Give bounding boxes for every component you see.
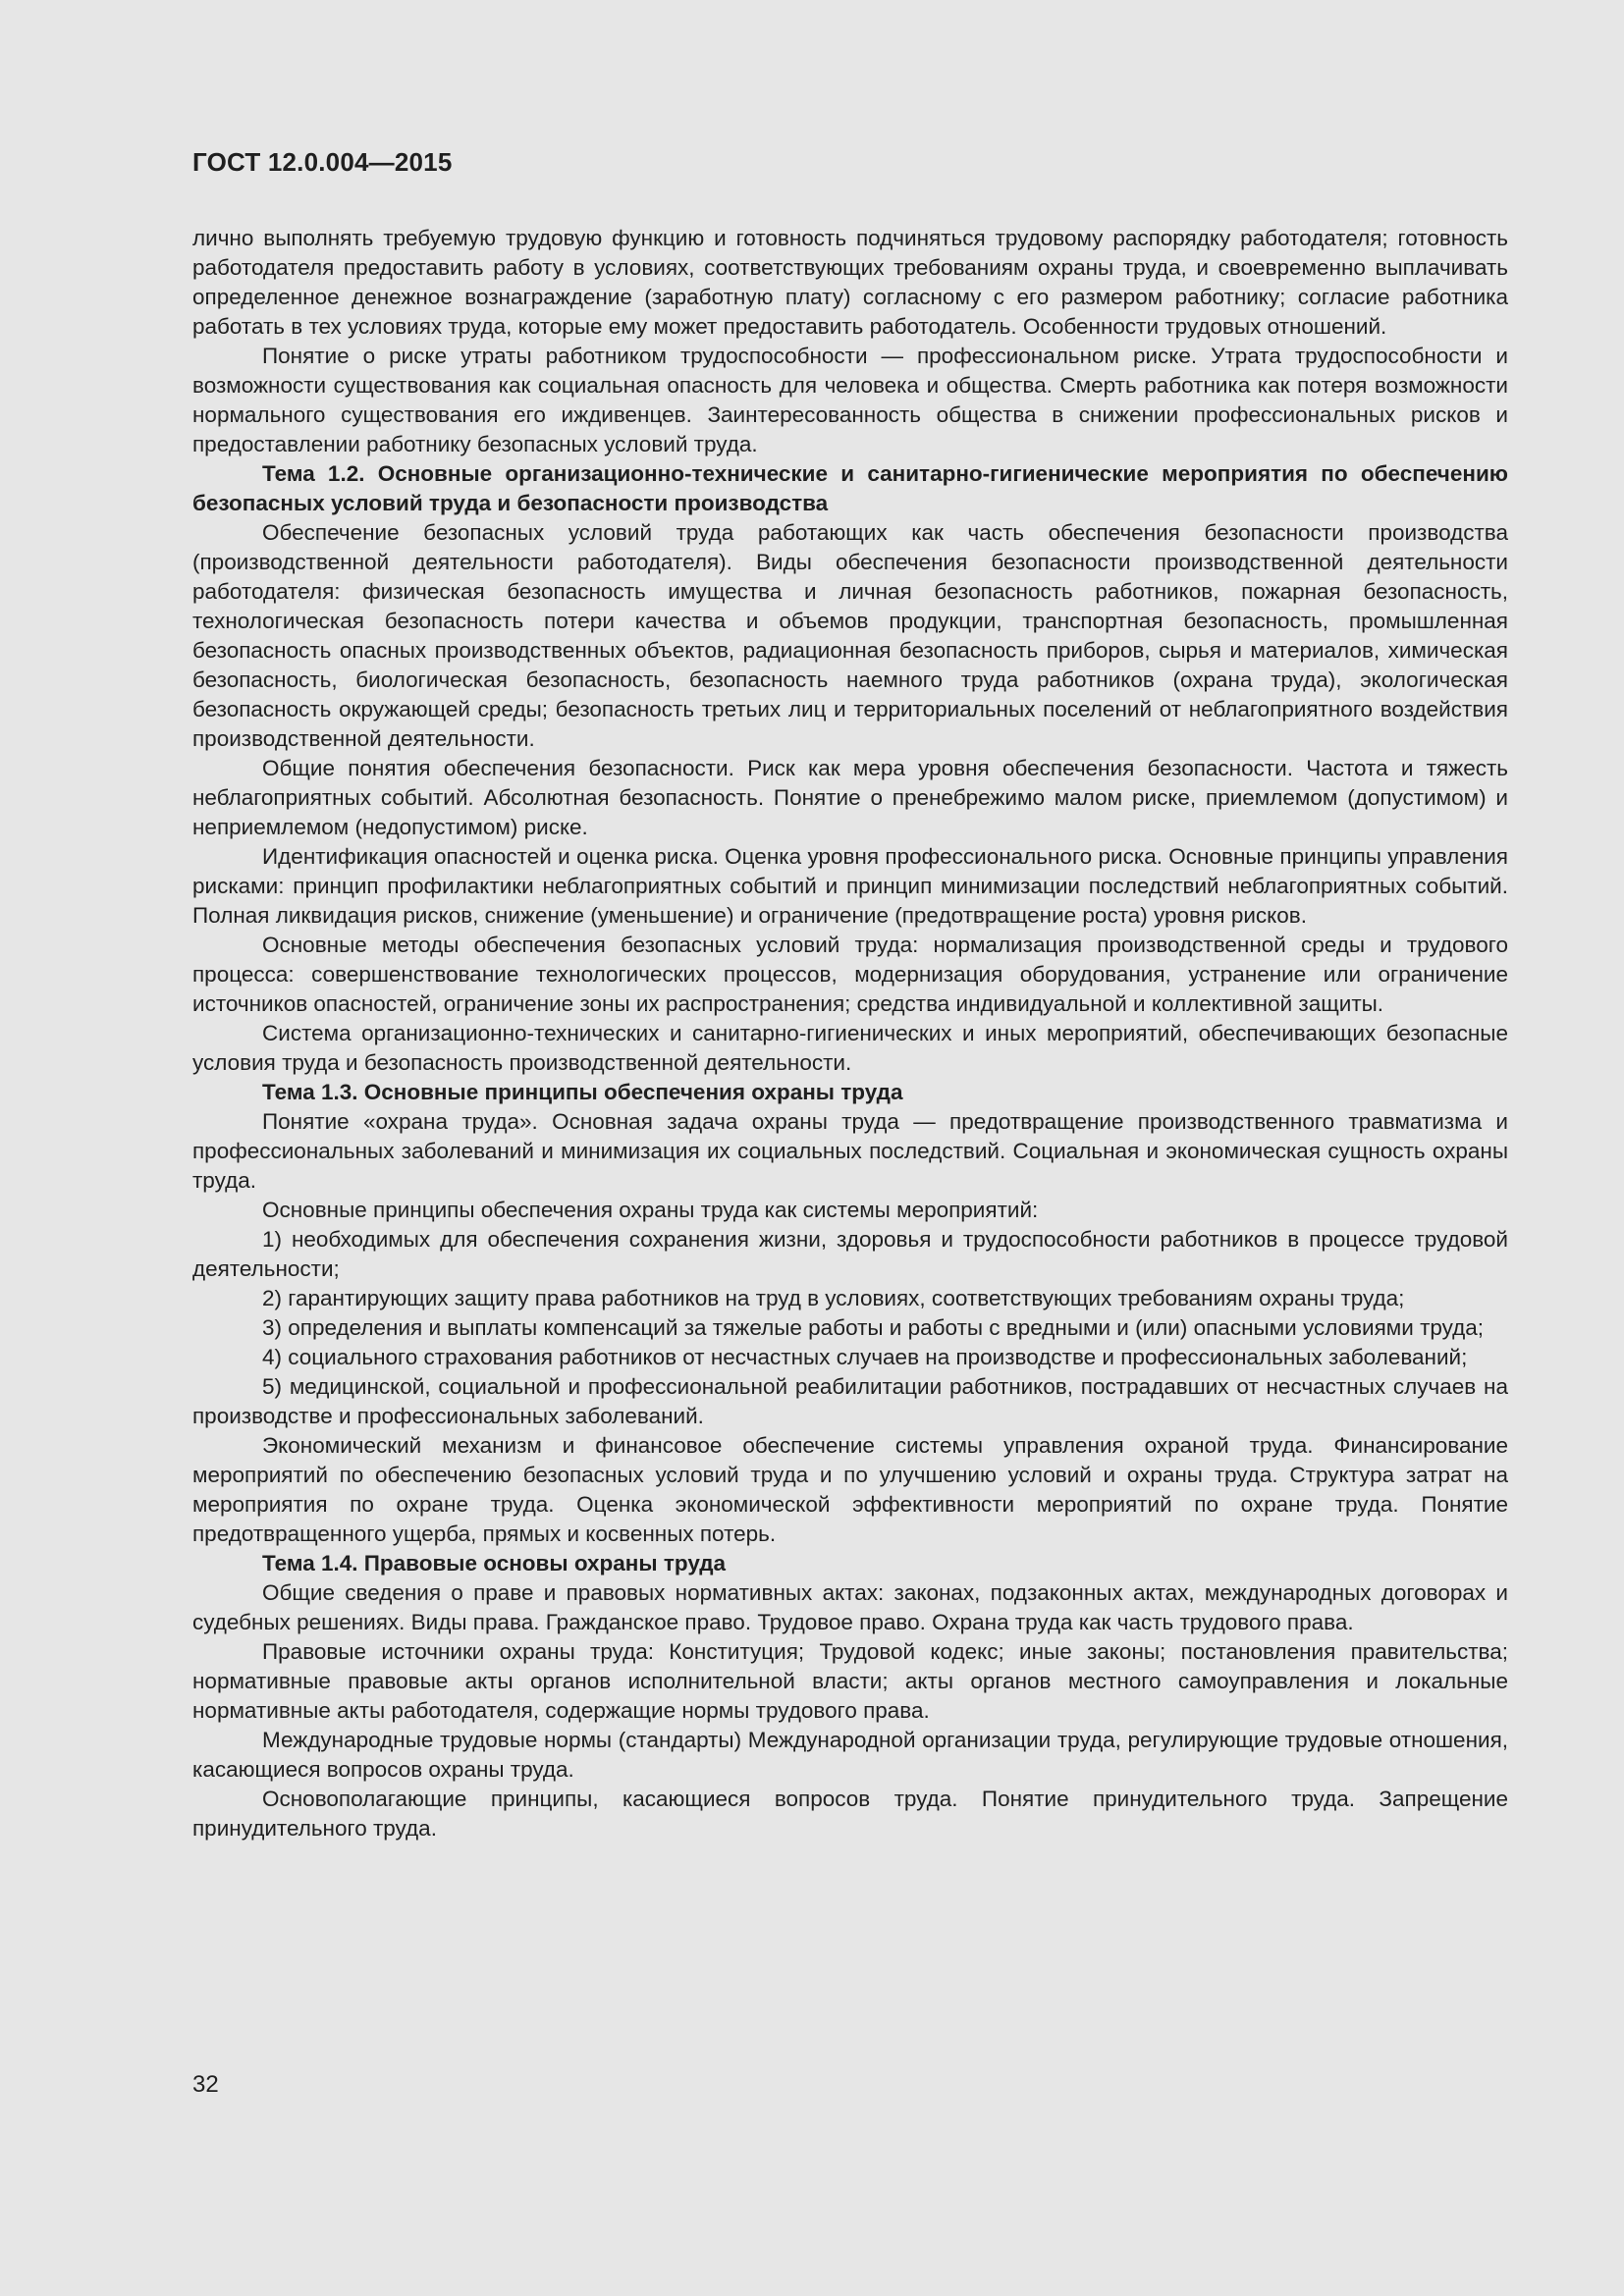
paragraph: Обеспечение безопасных условий труда работающих как часть обеспечения безопасности производства (производственной деятельности работодателя). Виды обеспечения безопасности производственной деятельности работодателя: физическая безопасность имущества и личная безопасность работников, пожарная безопасность, технологическая безопасность потери качества и объемов продукции, транспортная безопасность, промышленная безопасность опасных производственных объектов, радиационная безопасность приборов, сырья и материалов, химическая безопасность, биологическая безопасность, безопасность наемного труда работников (охрана труда), экологическая безопасность окружающей среды; безопасность третьих лиц и территориальных поселений от неблагоприятного воздействия производственной деятельности. bbox=[192, 520, 1508, 751]
list-item: 5) медицинской, социальной и профессиональной реабилитации работников, пострадавших от несчастных случаев на производстве и профессиональных заболеваний. bbox=[192, 1374, 1508, 1428]
paragraph-continuation: лично выполнять требуемую трудовую функцию и готовность подчиняться трудовому распорядку работодателя; готовность работодателя предоставить работу в условиях, соответствующих требованиям охраны труда, и своевременно выплачивать определенное денежное вознаграждение (заработную плату) согласному с его размером работнику; согласие работника работать в тех условиях труда, которые ему может предоставить работодатель. Особенности трудовых отношений. bbox=[192, 226, 1508, 339]
list-item: 3) определения и выплаты компенсаций за тяжелые работы и работы с вредными и (или) опасными условиями труда; bbox=[262, 1315, 1485, 1340]
list-item: 4) социального страхования работников от несчастных случаев на производстве и профессиональных заболеваний; bbox=[262, 1345, 1468, 1369]
paragraph: Общие сведения о праве и правовых нормативных актах: законах, подзаконных актах, международных договорах и судебных решениях. Виды права. Гражданское право. Трудовое право. Охрана труда как часть трудового права. bbox=[192, 1580, 1508, 1634]
paragraph: Правовые источники охраны труда: Конституция; Трудовой кодекс; иные законы; постановления правительства; нормативные правовые акты органов исполнительной власти; акты органов местного самоуправления и локальные нормативные акты работодателя, содержащие нормы трудового права. bbox=[192, 1639, 1508, 1723]
paragraph: Система организационно-технических и санитарно-гигиенических и иных мероприятий, обеспечивающих безопасные условия труда и безопасность производственной деятельности. bbox=[192, 1021, 1508, 1075]
page-number: 32 bbox=[192, 2071, 219, 2098]
section-heading-1-2: Тема 1.2. Основные организационно-технические и санитарно-гигиенические мероприятия по обеспечению безопасных условий труда и безопасности производства bbox=[192, 461, 1508, 515]
document-body bbox=[192, 224, 1508, 1843]
list-item: 1) необходимых для обеспечения сохранения жизни, здоровья и трудоспособности работников в процессе трудовой деятельности; bbox=[192, 1227, 1508, 1281]
standard-header: ГОСТ 12.0.004—2015 bbox=[192, 147, 453, 177]
list-item: 2) гарантирующих защиту права работников на труд в условиях, соответствующих требованиям охраны труда; bbox=[262, 1286, 1405, 1310]
paragraph: Экономический механизм и финансовое обеспечение системы управления охраной труда. Финансирование мероприятий по обеспечению безопасных условий труда и по улучшению условий и охраны труда. Структура затрат на мероприятия по охране труда. Оценка экономической эффективности мероприятий по охране труда. Понятие предотвращенного ущерба, прямых и косвенных потерь. bbox=[192, 1433, 1508, 1546]
section-heading-1-3: Тема 1.3. Основные принципы обеспечения охраны труда bbox=[262, 1080, 903, 1104]
paragraph: Основополагающие принципы, касающиеся вопросов труда. Понятие принудительного труда. Запрещение принудительного труда. bbox=[192, 1787, 1508, 1841]
paragraph: Понятие «охрана труда». Основная задача охраны труда — предотвращение производственного травматизма и профессиональных заболеваний и минимизация их социальных последствий. Социальная и экономическая сущность охраны труда. bbox=[192, 1109, 1508, 1193]
paragraph: Основные методы обеспечения безопасных условий труда: нормализация производственной среды и трудового процесса: совершенствование технологических процессов, модернизация оборудования, устранение или ограничение источников опасностей, ограничение зоны их распространения; средства индивидуальной и коллективной защиты. bbox=[192, 933, 1508, 1016]
paragraph: Общие понятия обеспечения безопасности. Риск как мера уровня обеспечения безопасности. Частота и тяжесть неблагоприятных событий. Абсолютная безопасность. Понятие о пренебрежимо малом риске, приемлемом (допустимом) и неприемлемом (недопустимом) риске. bbox=[192, 756, 1508, 839]
section-heading-1-4: Тема 1.4. Правовые основы охраны труда bbox=[262, 1551, 727, 1575]
paragraph: Международные трудовые нормы (стандарты) Международной организации труда, регулирующие трудовые отношения, касающиеся вопросов охраны труда. bbox=[192, 1728, 1508, 1782]
paragraph: Идентификация опасностей и оценка риска. Оценка уровня профессионального риска. Основные принципы управления рисками: принцип профилактики неблагоприятных событий и принцип минимизации последствий неблагоприятных событий. Полная ликвидация рисков, снижение (уменьшение) и ограничение (предотвращение роста) уровня рисков. bbox=[192, 844, 1508, 928]
paragraph: Понятие о риске утраты работником трудоспособности — профессиональном риске. Утрата трудоспособности и возможности существования как социальная опасность для человека и общества. Смерть работника как потеря возможности нормального существования его иждивенцев. Заинтересованность общества в снижении профессиональных рисков и предоставлении работнику безопасных условий труда. bbox=[192, 344, 1508, 456]
paragraph: Основные принципы обеспечения охраны труда как системы мероприятий: bbox=[262, 1198, 1039, 1222]
